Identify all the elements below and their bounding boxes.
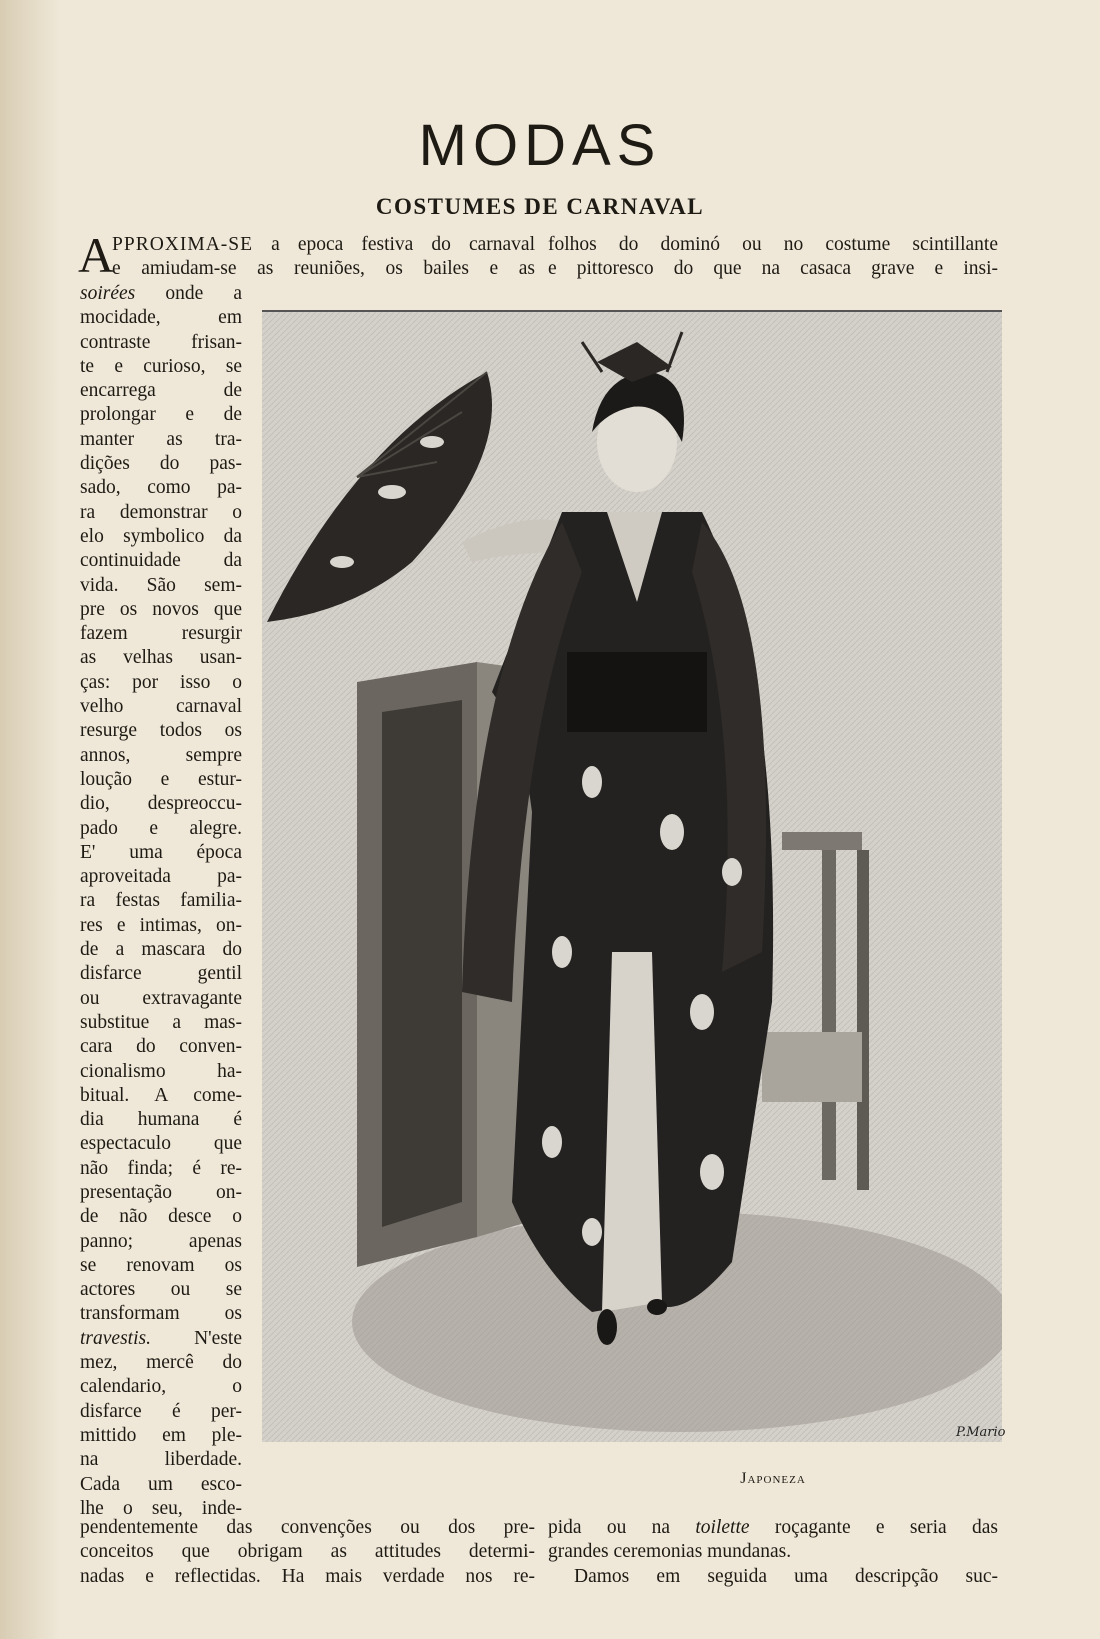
narrow-line: pado e alegre.	[80, 817, 242, 839]
page-title: MODAS	[418, 113, 662, 178]
narrow-line: ou extravagante	[80, 987, 242, 1009]
narrow-line: resurge todos os	[80, 720, 242, 742]
narrow-line: de a mascara do	[80, 939, 242, 961]
narrow-line: espectaculo que	[80, 1133, 242, 1155]
intro-line-2: e amiudam-se as reuniões, os bailes e as	[112, 258, 535, 280]
narrow-line: sado, como pa-	[80, 477, 242, 499]
figure-caption: Japoneza	[740, 1470, 806, 1487]
narrow-line: presentação on-	[80, 1181, 242, 1203]
narrow-line: te e curioso, se	[80, 355, 242, 377]
intro-paragraph-top	[80, 233, 535, 282]
narrow-line: de não desce o	[80, 1206, 242, 1228]
text-line: nadas e reflectidas. Ha mais verdade nos re-	[80, 1565, 535, 1587]
narrow-line: transformam os	[80, 1303, 242, 1325]
narrow-line: na liberdade.	[80, 1449, 242, 1471]
narrow-line: disfarce é per-	[80, 1400, 242, 1422]
italic-soirees: soirées	[80, 283, 136, 304]
illustration-japoneza	[262, 310, 1002, 1442]
narrow-line: se renovam os	[80, 1254, 242, 1276]
narrow-line: loução e estur-	[80, 768, 242, 790]
narrow-line: prolongar e de	[80, 404, 242, 426]
narrow-line: annos, sempre	[80, 744, 242, 766]
opening-smallcaps: PPROXIMA-SE	[112, 234, 254, 255]
narrow-line: aproveitada pa-	[80, 866, 242, 888]
narrow-line: mez, mercê do	[80, 1352, 242, 1374]
narrow-text-column	[80, 282, 242, 1521]
text-line: folhos do dominó ou no costume scintillante	[548, 234, 998, 255]
narrow-line: cara do conven-	[80, 1036, 242, 1058]
intro-line-1-rest: a epoca festiva do carnaval	[253, 234, 535, 255]
narrow-line: travestis. N'este	[80, 1327, 242, 1349]
illustration-drawing	[262, 312, 1002, 1442]
narrow-line: lhe o seu, inde-	[80, 1497, 242, 1519]
text-line: e pittoresco do que na casaca grave e insi-	[548, 258, 998, 280]
narrow-line: cionalismo ha-	[80, 1060, 242, 1082]
narrow-line: substitue a mas-	[80, 1011, 242, 1033]
narrow-line: dia humana é	[80, 1109, 242, 1131]
narrow-line: vida. São sem-	[80, 574, 242, 596]
italic-toilette: toilette	[695, 1517, 750, 1538]
narrow-line: ra festas familia-	[80, 890, 242, 912]
left-column-bottom	[80, 1516, 535, 1589]
narrow-line: contraste frisan-	[80, 331, 242, 353]
narrow-line: as velhas usan-	[80, 647, 242, 669]
narrow-line: ra demonstrar o	[80, 501, 242, 523]
narrow-line: pre os novos que	[80, 598, 242, 620]
text-line: Damos em seguida uma descripção suc-	[574, 1565, 998, 1587]
narrow-line: encarrega de	[80, 380, 242, 402]
artist-signature: P.Mario	[956, 1425, 1006, 1440]
narrow-line: mocidade, em	[80, 307, 242, 329]
narrow-line: disfarce gentil	[80, 963, 242, 985]
narrow-line: panno; apenas	[80, 1230, 242, 1252]
narrow-line: não finda; é re-	[80, 1157, 242, 1179]
narrow-line: ças: por isso o	[80, 671, 242, 693]
right-column-bottom	[548, 1516, 998, 1589]
narrow-line: Cada um esco-	[80, 1473, 242, 1495]
text-line: grandes ceremonias mundanas.	[548, 1541, 792, 1563]
intro-line-1	[80, 233, 535, 257]
narrow-line: dições do pas-	[80, 453, 242, 475]
narrow-line: fazem resurgir	[80, 623, 242, 645]
narrow-line: elo symbolico da	[80, 525, 242, 547]
narrow-line: res e intimas, on-	[80, 914, 242, 936]
narrow-line: bitual. A come-	[80, 1084, 242, 1106]
narrow-line: mittido em ple-	[80, 1424, 242, 1446]
article-subtitle: COSTUMES DE CARNAVAL	[375, 194, 705, 219]
narrow-line: continuidade da	[80, 550, 242, 572]
right-column-top	[548, 233, 998, 282]
narrow-line: calendario, o	[80, 1376, 242, 1398]
narrow-line: soirées onde a	[80, 283, 242, 304]
narrow-line: velho carnaval	[80, 696, 242, 718]
drop-cap: A	[78, 227, 115, 283]
narrow-line: dio, despreoccu-	[80, 793, 242, 815]
text-line: pida ou na toilette roçagante e seria das	[548, 1517, 998, 1538]
narrow-line: actores ou se	[80, 1279, 242, 1301]
text-line: pendentemente das convenções ou dos pre-	[80, 1517, 535, 1538]
text-line: conceitos que obrigam as attitudes determi-	[80, 1541, 535, 1563]
italic-travestis: travestis.	[80, 1327, 151, 1349]
narrow-line: manter as tra-	[80, 428, 242, 450]
page-edge-shadow	[0, 0, 60, 1639]
narrow-line: E' uma época	[80, 841, 242, 863]
